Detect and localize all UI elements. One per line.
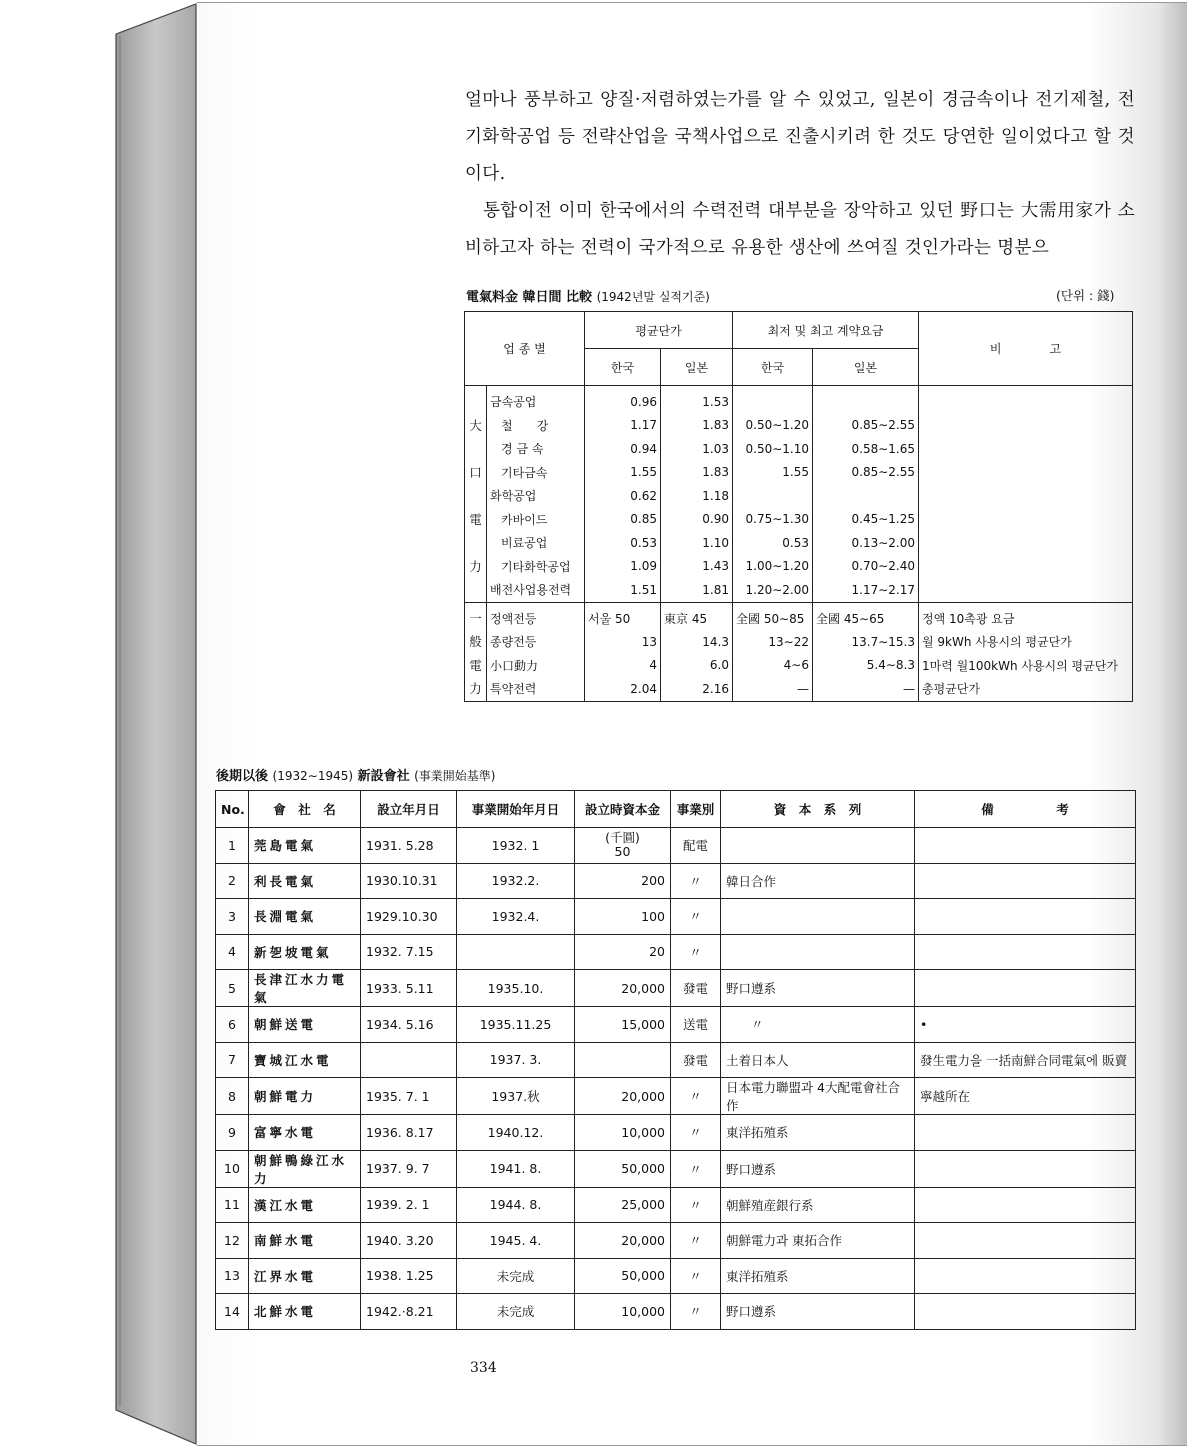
- remarks: [915, 1223, 1136, 1259]
- business-type: 發電: [671, 1042, 721, 1078]
- note: [919, 437, 1133, 461]
- business-type: 〃: [671, 1078, 721, 1115]
- company-no: 13: [216, 1258, 249, 1294]
- new-companies-table: [215, 790, 1136, 1330]
- avg-japan: 6.0: [661, 654, 733, 678]
- table1-unit: (단위 : 錢): [1056, 288, 1115, 303]
- capital: 20,000: [575, 1223, 671, 1259]
- minmax-japan: 0.85∼2.55: [813, 461, 919, 485]
- minmax-japan: 0.85∼2.55: [813, 414, 919, 438]
- rate-row: [465, 654, 1133, 678]
- minmax-japan: [813, 484, 919, 508]
- business-type: 〃: [671, 934, 721, 970]
- company-row: [216, 934, 1136, 970]
- header-mm-korea: 한국: [733, 349, 813, 386]
- remarks: [915, 1258, 1136, 1294]
- start-date: 1932. 1: [457, 828, 575, 864]
- capital-series: 日本電力聯盟과 4大配電會社合作: [721, 1078, 915, 1115]
- table2-header-7: 備 考: [915, 791, 1136, 828]
- remarks: [915, 828, 1136, 864]
- table1-caption: [466, 286, 710, 305]
- avg-japan: 東京 45: [661, 602, 733, 630]
- minmax-korea: 1.55: [733, 461, 813, 485]
- rate-row: [465, 677, 1133, 701]
- table1-subtitle: (1942년말 실적기준): [596, 290, 710, 304]
- business-type: 送電: [671, 1007, 721, 1043]
- avg-korea: 13: [585, 630, 661, 654]
- established-date: 1940. 3.20: [361, 1223, 457, 1259]
- company-name: 莞島電氣: [249, 828, 361, 864]
- company-no: 12: [216, 1223, 249, 1259]
- table2-header-5: 事業別: [671, 791, 721, 828]
- company-no: 7: [216, 1042, 249, 1078]
- start-date: 1940.12.: [457, 1115, 575, 1151]
- company-row: [216, 1187, 1136, 1223]
- capital: 25,000: [575, 1187, 671, 1223]
- note: [919, 386, 1133, 414]
- table2-header-0: No.: [216, 791, 249, 828]
- note: 월 9kWh 사용시의 평균단가: [919, 630, 1133, 654]
- company-no: 6: [216, 1007, 249, 1043]
- minmax-japan: 0.13∼2.00: [813, 531, 919, 555]
- note: [919, 484, 1133, 508]
- company-no: 14: [216, 1294, 249, 1330]
- company-row: [216, 1294, 1136, 1330]
- note: 1마력 월100kWh 사용시의 평균단가: [919, 654, 1133, 678]
- note: [919, 578, 1133, 602]
- rate-row: [465, 484, 1133, 508]
- rate-row: [465, 508, 1133, 532]
- company-row: [216, 863, 1136, 899]
- table2-title2: 新設會社: [357, 769, 410, 784]
- industry-name: 화학공업: [487, 484, 585, 508]
- table2-header-1: 會 社 名: [249, 791, 361, 828]
- business-type: 〃: [671, 1115, 721, 1151]
- header-avg-japan: 일본: [661, 349, 733, 386]
- company-name: 朝鮮送電: [249, 1007, 361, 1043]
- note: [919, 414, 1133, 438]
- avg-japan: 14.3: [661, 630, 733, 654]
- header-note: 비 고: [919, 312, 1133, 386]
- rate-row: [465, 437, 1133, 461]
- rate-row: [465, 555, 1133, 579]
- industry-name: 기타화학공업: [487, 555, 585, 579]
- note: 총평균단가: [919, 677, 1133, 701]
- minmax-korea: 4∼6: [733, 654, 813, 678]
- electricity-rate-table: [464, 311, 1133, 702]
- industry-name: 특약전력: [487, 677, 585, 701]
- minmax-japan: 全國 45∼65: [813, 602, 919, 630]
- business-type: 〃: [671, 1150, 721, 1187]
- minmax-japan: 0.58∼1.65: [813, 437, 919, 461]
- company-name: 漢江水電: [249, 1187, 361, 1223]
- industry-name: 비료공업: [487, 531, 585, 555]
- company-row: [216, 899, 1136, 935]
- company-name: 朝鮮電力: [249, 1078, 361, 1115]
- business-type: 〃: [671, 1187, 721, 1223]
- table2-header-6: 資 本 系 列: [721, 791, 915, 828]
- minmax-japan: —: [813, 677, 919, 701]
- established-date: [361, 1042, 457, 1078]
- industry-name: 카바이드: [487, 508, 585, 532]
- capital-series: 朝鮮殖産銀行系: [721, 1187, 915, 1223]
- capital: 100: [575, 899, 671, 935]
- industry-name: 기타금속: [487, 461, 585, 485]
- remarks: [915, 1115, 1136, 1151]
- remarks: [915, 1150, 1136, 1187]
- minmax-korea: 全國 50∼85: [733, 602, 813, 630]
- remarks: [915, 1187, 1136, 1223]
- body-text: [465, 82, 1135, 267]
- established-date: 1938. 1.25: [361, 1258, 457, 1294]
- page-number: 334: [470, 1360, 497, 1376]
- start-date: 1937. 3.: [457, 1042, 575, 1078]
- avg-korea: 0.85: [585, 508, 661, 532]
- established-date: 1929.10.30: [361, 899, 457, 935]
- industry-name: 小口動力: [487, 654, 585, 678]
- header-mm-japan: 일본: [813, 349, 919, 386]
- company-row: [216, 1115, 1136, 1151]
- table2-header-3: 事業開始年月日: [457, 791, 575, 828]
- remarks: •: [915, 1007, 1136, 1043]
- capital-series: 土着日本人: [721, 1042, 915, 1078]
- company-no: 10: [216, 1150, 249, 1187]
- remarks: [915, 899, 1136, 935]
- capital: 50,000: [575, 1258, 671, 1294]
- avg-japan: 1.53: [661, 386, 733, 414]
- business-type: 配電: [671, 828, 721, 864]
- start-date: 1935.11.25: [457, 1007, 575, 1043]
- table1-title: 電氣料金 韓日間 比較: [466, 290, 593, 305]
- company-row: [216, 970, 1136, 1007]
- business-type: 〃: [671, 1294, 721, 1330]
- company-no: 1: [216, 828, 249, 864]
- start-date: 未完成: [457, 1258, 575, 1294]
- capital: 20: [575, 934, 671, 970]
- capital-series: [721, 899, 915, 935]
- minmax-japan: [813, 386, 919, 414]
- avg-japan: 1.43: [661, 555, 733, 579]
- minmax-japan: 0.70∼2.40: [813, 555, 919, 579]
- start-date: 1932.2.: [457, 863, 575, 899]
- avg-korea: 1.09: [585, 555, 661, 579]
- company-name: 富寧水電: [249, 1115, 361, 1151]
- book-spine: [0, 0, 200, 1446]
- avg-korea: 0.53: [585, 531, 661, 555]
- note: 정액 10촉광 요금: [919, 602, 1133, 630]
- established-date: 1934. 5.16: [361, 1007, 457, 1043]
- industry-name: 정액전등: [487, 602, 585, 630]
- minmax-korea: 0.50∼1.10: [733, 437, 813, 461]
- company-row: [216, 828, 1136, 864]
- note: [919, 508, 1133, 532]
- minmax-japan: 5.4∼8.3: [813, 654, 919, 678]
- company-row: [216, 1258, 1136, 1294]
- header-minmax: 최저 및 최고 계약요금: [733, 312, 919, 349]
- avg-japan: 1.83: [661, 414, 733, 438]
- industry-name: 금속공업: [487, 386, 585, 414]
- group-label: 一 般 電 力: [465, 602, 487, 701]
- avg-japan: 0.90: [661, 508, 733, 532]
- remarks: [915, 1294, 1136, 1330]
- minmax-korea: [733, 484, 813, 508]
- company-no: 5: [216, 970, 249, 1007]
- minmax-korea: 0.50∼1.20: [733, 414, 813, 438]
- capital: [575, 1042, 671, 1078]
- avg-japan: 1.18: [661, 484, 733, 508]
- rate-row: [465, 602, 1133, 630]
- company-no: 9: [216, 1115, 249, 1151]
- established-date: 1931. 5.28: [361, 828, 457, 864]
- rate-row: [465, 386, 1133, 414]
- avg-japan: 1.83: [661, 461, 733, 485]
- avg-korea: 0.62: [585, 484, 661, 508]
- industry-name: 배전사업용전력: [487, 578, 585, 602]
- company-no: 3: [216, 899, 249, 935]
- capital-value: 50: [614, 844, 631, 860]
- capital-series: [721, 934, 915, 970]
- minmax-japan: 1.17∼2.17: [813, 578, 919, 602]
- avg-korea: 1.51: [585, 578, 661, 602]
- capital-series: 〃: [721, 1007, 915, 1043]
- group-label: 大 口 電 力: [465, 386, 487, 603]
- start-date: 1932.4.: [457, 899, 575, 935]
- note: [919, 461, 1133, 485]
- capital-unit: (千圓): [605, 830, 640, 846]
- company-no: 8: [216, 1078, 249, 1115]
- avg-korea: 1.17: [585, 414, 661, 438]
- table2-header-row: [216, 791, 1136, 828]
- company-row: [216, 1078, 1136, 1115]
- minmax-korea: 1.20∼2.00: [733, 578, 813, 602]
- avg-korea: 1.55: [585, 461, 661, 485]
- rate-row: [465, 461, 1133, 485]
- company-no: 11: [216, 1187, 249, 1223]
- industry-name: 철 강: [487, 414, 585, 438]
- company-name: 寶城江水電: [249, 1042, 361, 1078]
- header-category: 업 종 별: [465, 312, 585, 386]
- avg-korea: 0.94: [585, 437, 661, 461]
- minmax-korea: 13∼22: [733, 630, 813, 654]
- capital-series: 野口遵系: [721, 1294, 915, 1330]
- header-avg: 평균단가: [585, 312, 733, 349]
- capital-series: [721, 828, 915, 864]
- business-type: 〃: [671, 1258, 721, 1294]
- paragraph-1: 얼마나 풍부하고 양질·저렴하였는가를 알 수 있었고, 일본이 경금속이나 전기제철, 전기화학공업 등 전략산업을 국책사업으로 진출시키려 한 것도 당연한 일이었다고 할 것이다.: [465, 90, 1135, 184]
- header-avg-korea: 한국: [585, 349, 661, 386]
- company-name: 新乫坡電氣: [249, 934, 361, 970]
- capital: [575, 828, 671, 864]
- remarks: [915, 934, 1136, 970]
- minmax-korea: 0.75∼1.30: [733, 508, 813, 532]
- remarks: 寧越所在: [915, 1078, 1136, 1115]
- capital: 20,000: [575, 970, 671, 1007]
- minmax-japan: 0.45∼1.25: [813, 508, 919, 532]
- rate-row: [465, 531, 1133, 555]
- established-date: 1930.10.31: [361, 863, 457, 899]
- company-row: [216, 1150, 1136, 1187]
- table2-title: 後期以後: [216, 769, 269, 784]
- business-type: 〃: [671, 899, 721, 935]
- company-name: 江界水電: [249, 1258, 361, 1294]
- start-date: 1941. 8.: [457, 1150, 575, 1187]
- established-date: 1936. 8.17: [361, 1115, 457, 1151]
- company-no: 4: [216, 934, 249, 970]
- capital: 20,000: [575, 1078, 671, 1115]
- table2-subtitle: (事業開始基準): [414, 769, 496, 783]
- capital: 15,000: [575, 1007, 671, 1043]
- industry-name: 경 금 속: [487, 437, 585, 461]
- established-date: 1933. 5.11: [361, 970, 457, 1007]
- company-name: 南鮮水電: [249, 1223, 361, 1259]
- remarks: [915, 863, 1136, 899]
- avg-korea: 서울 50: [585, 602, 661, 630]
- company-name: 北鮮水電: [249, 1294, 361, 1330]
- table2-years: (1932∼1945): [272, 769, 354, 783]
- avg-japan: 2.16: [661, 677, 733, 701]
- note: [919, 555, 1133, 579]
- table2-header-2: 設立年月日: [361, 791, 457, 828]
- rate-row: [465, 578, 1133, 602]
- company-row: [216, 1223, 1136, 1259]
- avg-korea: 0.96: [585, 386, 661, 414]
- capital-series: 野口遵系: [721, 970, 915, 1007]
- start-date: 1935.10.: [457, 970, 575, 1007]
- established-date: 1937. 9. 7: [361, 1150, 457, 1187]
- avg-japan: 1.03: [661, 437, 733, 461]
- avg-korea: 4: [585, 654, 661, 678]
- capital-series: 東洋拓殖系: [721, 1258, 915, 1294]
- rate-row: [465, 630, 1133, 654]
- table2-caption: [216, 765, 496, 784]
- business-type: 〃: [671, 863, 721, 899]
- capital: 200: [575, 863, 671, 899]
- company-row: [216, 1042, 1136, 1078]
- capital-series: 朝鮮電力과 東拓合作: [721, 1223, 915, 1259]
- start-date: 1937.秋: [457, 1078, 575, 1115]
- company-no: 2: [216, 863, 249, 899]
- start-date: 1945. 4.: [457, 1223, 575, 1259]
- start-date: 未完成: [457, 1294, 575, 1330]
- business-type: 〃: [671, 1223, 721, 1259]
- capital-series: 野口遵系: [721, 1150, 915, 1187]
- minmax-japan: 13.7∼15.3: [813, 630, 919, 654]
- remarks: 發生電力을 一括南鮮合同電氣에 販賣: [915, 1042, 1136, 1078]
- capital: 50,000: [575, 1150, 671, 1187]
- minmax-korea: 1.00∼1.20: [733, 555, 813, 579]
- minmax-korea: 0.53: [733, 531, 813, 555]
- note: [919, 531, 1133, 555]
- start-date: 1944. 8.: [457, 1187, 575, 1223]
- capital: 10,000: [575, 1115, 671, 1151]
- capital-series: 韓日合作: [721, 863, 915, 899]
- table2-header-4: 設立時資本金: [575, 791, 671, 828]
- minmax-korea: —: [733, 677, 813, 701]
- avg-korea: 2.04: [585, 677, 661, 701]
- minmax-korea: [733, 386, 813, 414]
- rate-row: [465, 414, 1133, 438]
- established-date: 1932. 7.15: [361, 934, 457, 970]
- established-date: 1935. 7. 1: [361, 1078, 457, 1115]
- avg-japan: 1.10: [661, 531, 733, 555]
- established-date: 1942.·8.21: [361, 1294, 457, 1330]
- company-name: 長淵電氣: [249, 899, 361, 935]
- avg-japan: 1.81: [661, 578, 733, 602]
- business-type: 發電: [671, 970, 721, 1007]
- capital-series: 東洋拓殖系: [721, 1115, 915, 1151]
- company-name: 朝鮮鴨綠江水力: [249, 1150, 361, 1187]
- capital: 10,000: [575, 1294, 671, 1330]
- paragraph-2: 통합이전 이미 한국에서의 수력전력 대부분을 장악하고 있던 野口는 大需用家가 소비하고자 하는 전력이 국가적으로 유용한 생산에 쓰여질 것인가라는 명분으: [465, 201, 1135, 258]
- company-row: [216, 1007, 1136, 1043]
- start-date: [457, 934, 575, 970]
- company-name: 長津江水力電氣: [249, 970, 361, 1007]
- industry-name: 종량전등: [487, 630, 585, 654]
- remarks: [915, 970, 1136, 1007]
- established-date: 1939. 2. 1: [361, 1187, 457, 1223]
- company-name: 利長電氣: [249, 863, 361, 899]
